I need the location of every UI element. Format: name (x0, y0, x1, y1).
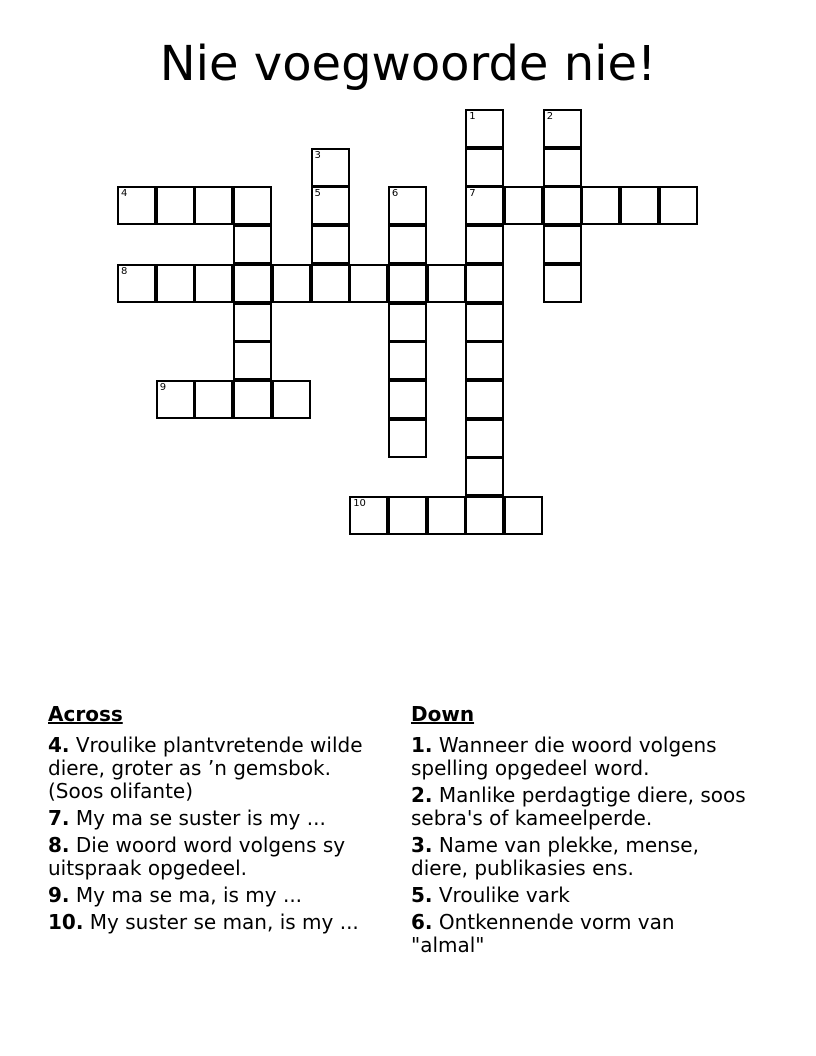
crossword-cell[interactable] (233, 264, 272, 303)
crossword-cell[interactable] (465, 457, 504, 496)
clue-number: 8. (48, 833, 70, 857)
crossword-cell[interactable] (311, 148, 350, 187)
clue-text: Manlike perdagtige diere, soos sebra's of kameelperde. (411, 783, 746, 830)
cell-number: 3 (314, 149, 321, 161)
clue-down-1 (411, 734, 751, 780)
clue-number: 5. (411, 883, 433, 907)
clue-down-3 (411, 834, 751, 880)
across-clues (48, 703, 388, 938)
crossword-cell[interactable] (543, 186, 582, 225)
crossword-cell[interactable] (194, 186, 233, 225)
crossword-cell[interactable] (272, 380, 311, 419)
crossword-cell[interactable] (388, 264, 427, 303)
crossword-cell[interactable] (156, 380, 195, 419)
crossword-cell[interactable] (349, 496, 388, 535)
clue-across-9 (48, 884, 388, 907)
clue-text: Name van plekke, mense, diere, publikasies ens. (411, 833, 699, 880)
crossword-cell[interactable] (388, 341, 427, 380)
crossword-cell[interactable] (117, 186, 156, 225)
clue-across-10 (48, 911, 388, 934)
cell-number: 8 (121, 265, 128, 277)
crossword-cell[interactable] (465, 264, 504, 303)
crossword-cell[interactable] (543, 264, 582, 303)
crossword-cell[interactable] (465, 496, 504, 535)
clue-number: 10. (48, 910, 84, 934)
crossword-cell[interactable] (465, 303, 504, 342)
clue-text: My ma se ma, is my ... (75, 883, 303, 907)
cell-number: 5 (314, 188, 321, 200)
clue-across-7 (48, 807, 388, 830)
cell-number: 7 (469, 188, 476, 200)
crossword-cell[interactable] (388, 186, 427, 225)
crossword-cell[interactable] (156, 264, 195, 303)
clue-across-8 (48, 834, 388, 880)
crossword-cell[interactable] (581, 186, 620, 225)
crossword-cell[interactable] (543, 109, 582, 148)
crossword-cell[interactable] (620, 186, 659, 225)
crossword-cell[interactable] (659, 186, 698, 225)
clue-number: 6. (411, 910, 433, 934)
crossword-cell[interactable] (465, 419, 504, 458)
clue-number: 3. (411, 833, 433, 857)
crossword-cell[interactable] (311, 186, 350, 225)
down-heading: Down (411, 702, 475, 726)
clue-number: 9. (48, 883, 70, 907)
clue-down-6 (411, 911, 751, 957)
clue-text: Die woord word volgens sy uitspraak opgedeel. (48, 833, 346, 880)
crossword-cell[interactable] (388, 419, 427, 458)
clue-text: My ma se suster is my ... (75, 806, 326, 830)
cell-number: 6 (391, 188, 399, 200)
down-clues (411, 703, 751, 961)
crossword-cell[interactable] (233, 186, 272, 225)
crossword-cell[interactable] (465, 186, 504, 225)
crossword-cell[interactable] (427, 496, 466, 535)
crossword-cell[interactable] (388, 496, 427, 535)
crossword-cell[interactable] (194, 380, 233, 419)
crossword-cell[interactable] (504, 186, 543, 225)
crossword-cell[interactable] (194, 264, 233, 303)
crossword-cell[interactable] (311, 264, 350, 303)
crossword-cell[interactable] (233, 225, 272, 264)
clue-text: Wanneer die woord volgens spelling opgedeel word. (411, 733, 717, 780)
crossword-cell[interactable] (465, 380, 504, 419)
cell-number: 10 (353, 498, 366, 509)
crossword-cell[interactable] (388, 303, 427, 342)
crossword-cell[interactable] (504, 496, 543, 535)
clue-number: 1. (411, 733, 433, 757)
crossword-cell[interactable] (233, 341, 272, 380)
clue-text: Vroulike plantvretende wilde diere, groter as ’n gemsbok. (Soos olifante) (48, 733, 363, 803)
crossword-cell[interactable] (349, 264, 388, 303)
crossword-cell[interactable] (388, 225, 427, 264)
crossword-cell[interactable] (465, 341, 504, 380)
crossword-cell[interactable] (388, 380, 427, 419)
crossword-cell[interactable] (465, 148, 504, 187)
clue-number: 4. (48, 733, 70, 757)
clue-number: 7. (48, 806, 70, 830)
page-title: Nie voegwoorde nie! (159, 36, 657, 92)
clue-text: Vroulike vark (438, 883, 570, 907)
crossword-cell[interactable] (117, 264, 156, 303)
clue-across-4 (48, 734, 388, 803)
cell-number: 2 (546, 111, 554, 122)
across-heading: Across (48, 702, 123, 726)
crossword-cell[interactable] (156, 186, 195, 225)
clue-down-2 (411, 784, 751, 830)
clue-text: My suster se man, is my ... (89, 910, 359, 934)
crossword-cell[interactable] (272, 264, 311, 303)
crossword-cell[interactable] (465, 225, 504, 264)
crossword-cell[interactable] (543, 225, 582, 264)
clue-down-5 (411, 884, 751, 907)
crossword-cell[interactable] (465, 109, 504, 148)
crossword-cell[interactable] (311, 225, 350, 264)
clue-text: Ontkennende vorm van "almal" (411, 910, 675, 957)
crossword-cell[interactable] (233, 303, 272, 342)
crossword-cell[interactable] (543, 148, 582, 187)
clue-number: 2. (411, 783, 433, 807)
crossword-cell[interactable] (233, 380, 272, 419)
cell-number: 1 (469, 111, 476, 122)
crossword-cell[interactable] (427, 264, 466, 303)
cell-number: 9 (159, 381, 167, 393)
cell-number: 4 (121, 188, 128, 200)
